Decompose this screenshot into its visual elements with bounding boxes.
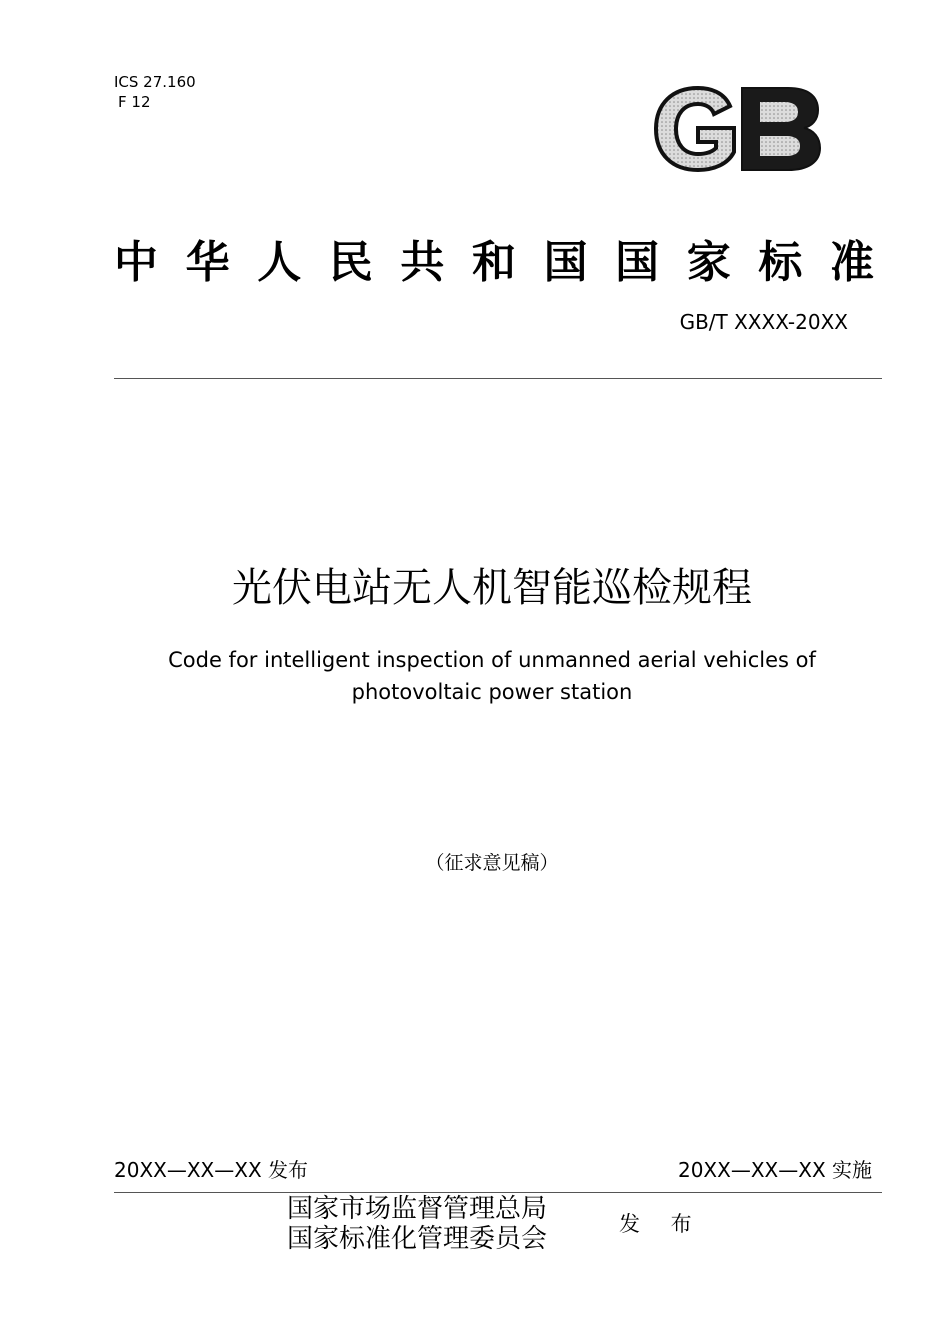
issuer-samr: 国家市场监督管理总局 bbox=[287, 1194, 548, 1224]
implementation-date: 20XX—XX—XX 实施 bbox=[677, 1158, 872, 1182]
national-title-char: 国 bbox=[543, 237, 588, 288]
draft-status: （征求意见稿） bbox=[425, 852, 559, 874]
national-title-char: 准 bbox=[829, 237, 874, 288]
bottom-divider bbox=[114, 1192, 882, 1193]
national-title-char: 标 bbox=[758, 237, 803, 288]
national-title-char: 华 bbox=[185, 237, 230, 288]
document-title-en: Code for intelligent inspection of unmanned aerial vehicles of photovoltaic power station bbox=[168, 648, 816, 704]
national-title-char: 人 bbox=[257, 237, 302, 288]
national-title-char: 共 bbox=[400, 237, 445, 288]
standard-number: GB/T XXXX-20XX bbox=[679, 310, 848, 334]
issuer-sac: 国家标准化管理委员会 bbox=[287, 1224, 548, 1254]
national-title-char: 家 bbox=[686, 237, 731, 288]
national-title-char: 中 bbox=[114, 237, 158, 288]
national-title-char: 民 bbox=[328, 237, 373, 288]
issue-date: 20XX—XX—XX 发布 bbox=[114, 1158, 309, 1182]
classification-code: F 12 bbox=[118, 93, 151, 111]
gb-logo bbox=[652, 84, 824, 174]
publish-label: 发 布 bbox=[619, 1212, 704, 1236]
national-standard-title bbox=[114, 228, 874, 288]
ics-code: ICS 27.160 bbox=[114, 73, 196, 91]
national-title-char: 国 bbox=[615, 237, 660, 288]
national-title-char: 和 bbox=[471, 237, 516, 288]
document-title-cn: 光伏电站无人机智能巡检规程 bbox=[232, 565, 752, 611]
top-divider bbox=[114, 378, 882, 379]
